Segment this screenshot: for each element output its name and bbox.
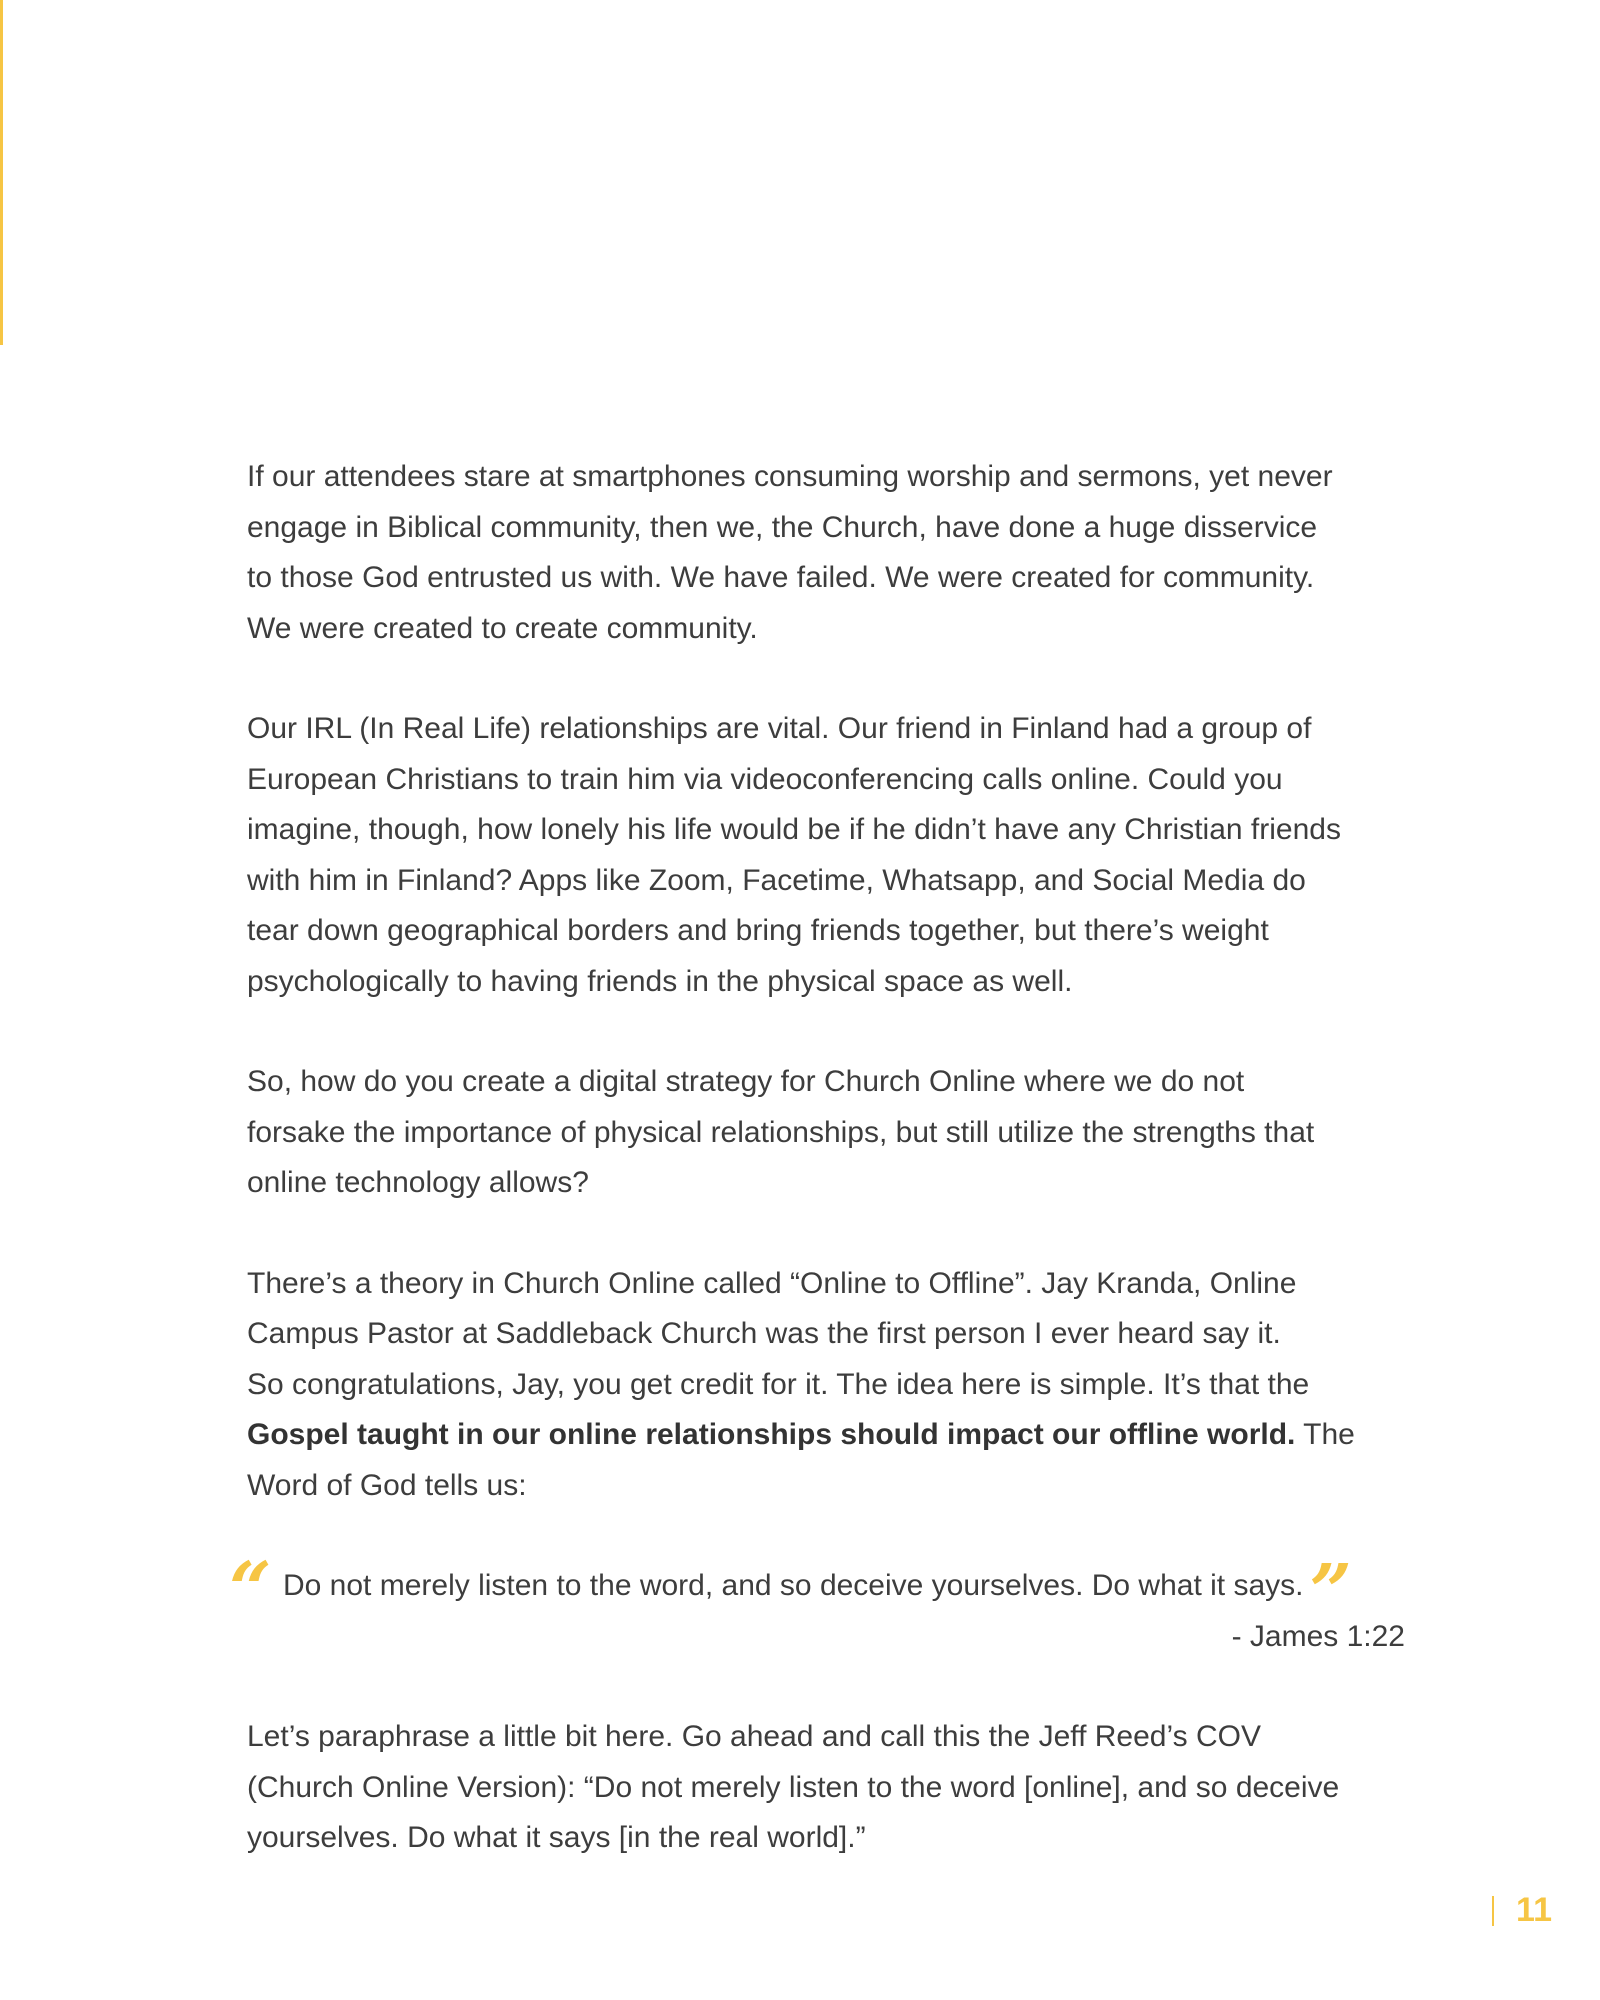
page-footer [1492, 1891, 1552, 1930]
paragraph-paraphrase: Let’s paraphrase a little bit here. Go ahead and call this the Jeff Reed’s COV (Church Online Version): “Do not merely listen to the word [online], and so deceive yourselves. Do what it says [in the real world].” [247, 1720, 1340, 1854]
page-number: 11 [1516, 1891, 1552, 1929]
paragraph-community: If our attendees stare at smartphones consuming worship and sermons, yet never engage in Biblical community, then we, the Church, have done a huge disservice to those God entrusted us with. We have failed. We were created for community. We were created to create community. [247, 460, 1333, 645]
open-quote-icon: “ [229, 1547, 272, 1633]
quote-attribution: - James 1:22 [1231, 1619, 1405, 1653]
page-content [229, 452, 1477, 1914]
scripture-quote [229, 1547, 1477, 1662]
footer-divider [1492, 1896, 1494, 1926]
paragraph-text-before-bold: There’s a theory in Church Online called “Online to Offline”. Jay Kranda, Online Campus Pastor at Saddleback Church was the first person I ever heard say it. So congratulations, Jay, you get credit for it. The idea here is simple. It’s that the [247, 1266, 1310, 1401]
paragraph-text-after-bold: The Word of God tells us: [247, 1418, 1355, 1502]
accent-bar [0, 0, 3, 345]
paragraph-online-to-offline [247, 1259, 1477, 1512]
paragraph-irl-relationships: Our IRL (In Real Life) relationships are vital. Our friend in Finland had a group of European Christians to train him via videoconferencing calls online. Could you imagine, though, how lonely his life would be if he didn’t have any Christian friends with him in Finland? Apps like Zoom, Facetime, Whatsapp, and Social Media do tear down geographical borders and bring friends together, but there’s weight psychologically to having friends in the physical space as well. [247, 712, 1341, 998]
quote-text: Do not merely listen to the word, and so deceive yourselves. Do what it says. [283, 1569, 1304, 1602]
bold-gospel-statement: Gospel taught in our online relationships should impact our offline world. [247, 1418, 1296, 1451]
quote-line: “ Do not merely listen to the word, and so deceive yourselves. Do what it says.” [229, 1547, 1353, 1635]
paragraph-digital-strategy: So, how do you create a digital strategy for Church Online where we do not forsake the importance of physical relationships, but still utilize the strengths that online technology allows? [247, 1065, 1315, 1199]
